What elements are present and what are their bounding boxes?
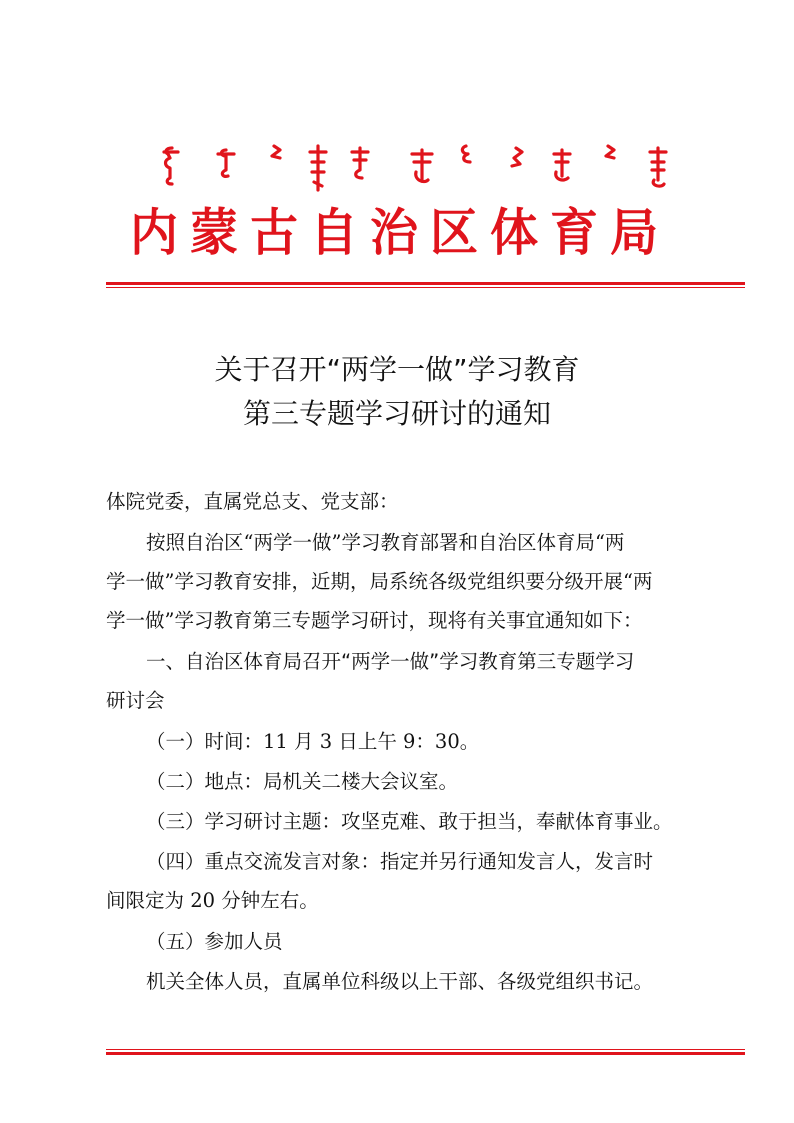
mongolian-script-icon (150, 140, 680, 195)
footer-rule-thin (106, 1049, 745, 1050)
item-speakers-line-1: （四）重点交流发言对象：指定并另行通知发言人，发言时 (146, 850, 654, 873)
item-time: （一）时间：11 月 3 日上午 9：30。 (146, 730, 480, 753)
header-rule-thin (106, 287, 745, 288)
section-1-heading-line-1: 一、自治区体育局召开“两学一做”学习教育第三专题学习 (146, 650, 635, 673)
salutation: 体院党委，直属党总支、党支部： (106, 490, 399, 513)
paragraph-1-line-1: 按照自治区“两学一做”学习教育部署和自治区体育局“两 (146, 531, 625, 554)
paragraph-1-line-2: 学一做”学习教育安排，近期，局系统各级党组织要分级开展“两 (106, 570, 653, 593)
document-title-line-1: 关于召开“两学一做”学习教育 (214, 353, 580, 386)
item-speakers-line-2: 间限定为 20 分钟左右。 (106, 889, 319, 912)
item-participants-heading: （五）参加人员 (146, 930, 283, 953)
footer-rule-thick (106, 1052, 745, 1055)
item-location: （二）地点：局机关二楼大会议室。 (146, 770, 459, 793)
organization-name: 内蒙古自治区体育局 (129, 203, 670, 263)
item-theme: （三）学习研讨主题：攻坚克难、敢于担当，奉献体育事业。 (146, 810, 673, 833)
section-1-heading-line-2: 研讨会 (106, 689, 165, 712)
header-rule-thick (106, 282, 745, 285)
item-participants-text: 机关全体人员，直属单位科级以上干部、各级党组织书记。 (146, 970, 654, 993)
paragraph-1-line-3: 学一做”学习教育第三专题学习研讨，现将有关事宜通知如下： (106, 609, 643, 632)
mongolian-script-header (150, 140, 680, 195)
document-title-line-2: 第三专题学习研讨的通知 (242, 397, 551, 430)
